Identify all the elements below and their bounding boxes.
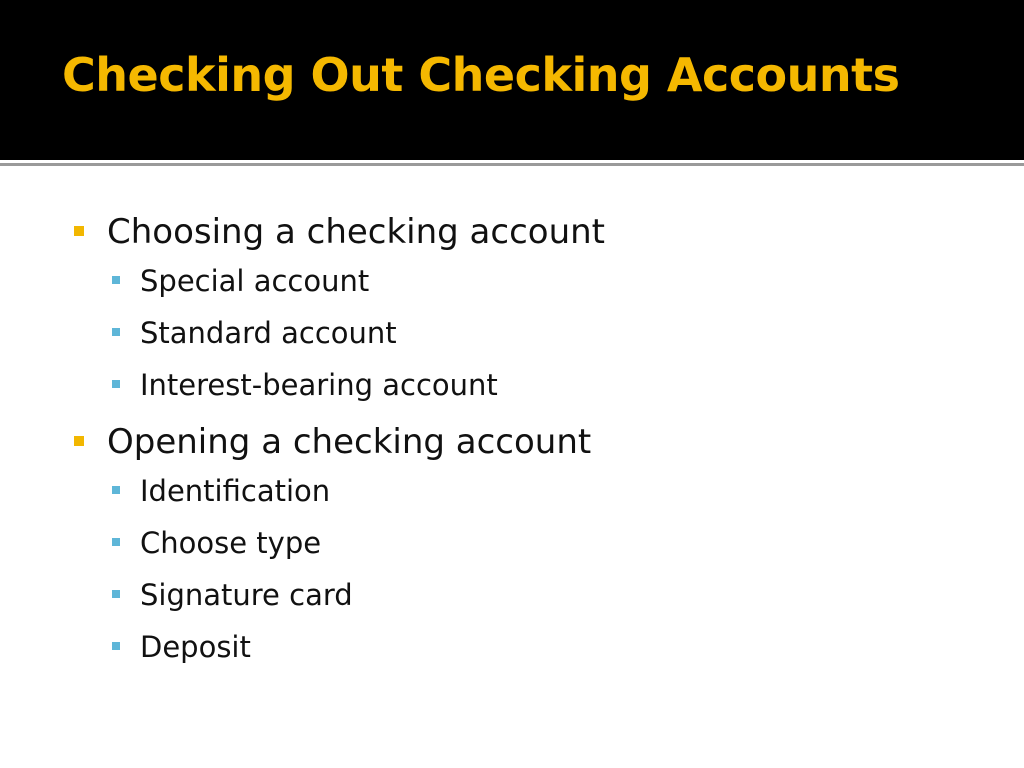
sub-bullet-item <box>74 314 974 366</box>
square-bullet-icon <box>112 486 120 494</box>
sub-bullet-list <box>74 472 974 680</box>
bullet-list <box>74 210 974 680</box>
square-bullet-icon <box>112 328 120 336</box>
square-bullet-icon <box>112 642 120 650</box>
sub-bullet-label: Choose type <box>140 526 322 560</box>
bullet-opening <box>74 420 974 472</box>
sub-bullet-label: Interest-bearing account <box>140 368 498 402</box>
bullet-label: Opening a checking account <box>107 422 592 462</box>
sub-bullet-label: Identification <box>140 474 331 508</box>
square-bullet-icon <box>74 436 84 446</box>
title-bar <box>0 0 1024 160</box>
sub-bullet-label: Signature card <box>140 578 353 612</box>
square-bullet-icon <box>112 380 120 388</box>
sub-bullet-item <box>74 576 974 628</box>
square-bullet-icon <box>74 226 84 236</box>
sub-bullet-item <box>74 524 974 576</box>
sub-bullet-item <box>74 262 974 314</box>
sub-bullet-item <box>74 366 974 418</box>
square-bullet-icon <box>112 590 120 598</box>
sub-bullet-item <box>74 628 974 680</box>
title-divider-dark <box>0 163 1024 166</box>
bullet-choosing <box>74 210 974 262</box>
sub-bullet-label: Standard account <box>140 316 397 350</box>
bullet-label: Choosing a checking account <box>107 212 606 252</box>
square-bullet-icon <box>112 538 120 546</box>
sub-bullet-label: Special account <box>140 264 370 298</box>
sub-bullet-label: Deposit <box>140 630 251 664</box>
slide-title: Checking Out Checking Accounts <box>62 48 900 102</box>
square-bullet-icon <box>112 276 120 284</box>
sub-bullet-list <box>74 262 974 418</box>
sub-bullet-item <box>74 472 974 524</box>
